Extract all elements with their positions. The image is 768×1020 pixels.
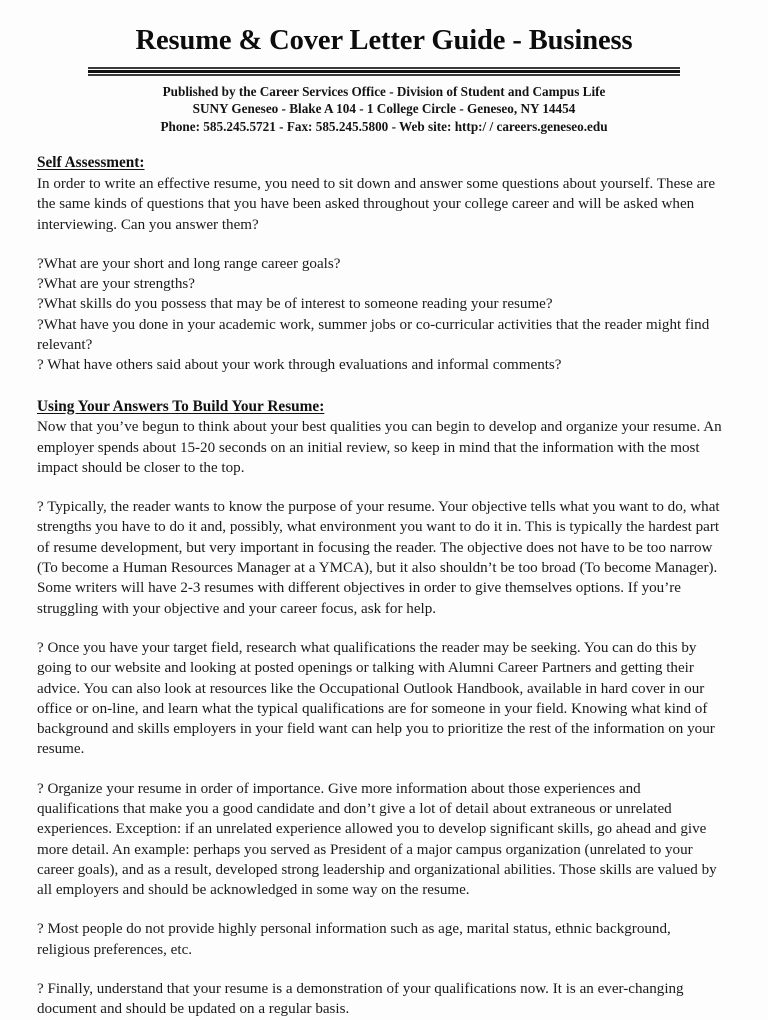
body-paragraph: ? Typically, the reader wants to know the purpose of your resume. Your objective tells what you want to do, what strengths you have to do it and, possibly, what environment you want to do it in. This is typically the hardest part of resume development, but very important in focusing the reader. The objective does not have to be too narrow (To become a Human Resources Manager at a YMCA), but it also shouldn’t be too broad (To become Manager). Some writers will have 2-3 resumes with different objectives in order to give themselves options. If you’re struggling with your objective and your career focus, ask for help. <box>37 499 720 617</box>
spacer-para-4 <box>37 900 725 919</box>
list-item: ?What skills do you possess that may be of interest to someone reading your resume? <box>37 296 553 313</box>
page-title: Resume & Cover Letter Guide - Business <box>135 25 633 56</box>
publisher-line-address: SUNY Geneseo - Blake A 104 - 1 College Circle - Geneseo, NY 14454 <box>192 101 576 117</box>
document-body <box>0 153 768 1019</box>
body-paragraph: ? Finally, understand that your resume is a demonstration of your qualifications now. It is an ever-changing document and should be updated on a regular basis. <box>37 981 684 1018</box>
section-self-assessment <box>37 153 725 375</box>
list-item: ? What have others said about your work through evaluations and informal comments? <box>37 357 562 374</box>
body-paragraph: ? Once you have your target field, research what qualifications the reader may be seeking. You can do this by going to our website and looking at posted openings or talking with Alumni Career Partners and getting their advice. You can also look at resources like the Occupational Outlook Handbook, available in hard cover in our office or on-line, and learn what the typical qualifications are for someone in your field. Knowing what kind of background and skills employers in your field want can help you to prioritize the rest of the information on your resume. <box>37 639 715 758</box>
spacer-before-questions <box>37 235 725 254</box>
section-intro-build-your-resume: Now that you’ve begun to think about your best qualities you can begin to develop and organize your resume. An employer spends about 15-20 seconds on an initial review, so keep in mind that the information with the most impact should be closer to the top. <box>37 419 722 476</box>
body-paragraph: ? Most people do not provide highly personal information such as age, marital status, ethnic background, religious preferences, etc. <box>37 921 671 958</box>
list-item: ?What have you done in your academic work, summer jobs or co-curricular activities that the reader might find relevant? <box>37 316 710 354</box>
publisher-block <box>0 83 768 136</box>
masthead <box>0 0 768 135</box>
section-intro-self-assessment: In order to write an effective resume, you need to sit down and answer some questions about yourself. These are the same kinds of questions that you have been asked throughout your college career and will be asked when interviewing. Can you answer them? <box>37 175 716 233</box>
self-assessment-question-list <box>37 254 725 376</box>
publisher-line-office: Published by the Career Services Office - Division of Student and Campus Life <box>162 83 606 99</box>
section-build-your-resume <box>37 397 725 1020</box>
list-item: ?What are your short and long range career goals? <box>37 255 341 272</box>
spacer-para-5 <box>37 960 725 979</box>
spacer-para-3 <box>37 760 725 779</box>
section-heading-self-assessment: Self Assessment: <box>37 154 145 172</box>
spacer-para-2 <box>37 619 725 638</box>
spacer-para-1 <box>37 478 725 497</box>
section-heading-build-your-resume: Using Your Answers To Build Your Resume: <box>37 397 325 415</box>
masthead-divider <box>88 67 680 76</box>
spacer-between-sections <box>37 376 725 397</box>
publisher-line-contact: Phone: 585.245.5721 - Fax: 585.245.5800 - Web site: http:/ / careers.geneseo.edu <box>160 118 608 134</box>
body-paragraph: ? Organize your resume in order of importance. Give more information about those experiences and qualifications that make you a good candidate and don’t give a lot of detail about extraneous or unrelated experiences. Exception: if an unrelated experience allowed you to develop significant skills, go ahead and give more detail. An example: perhaps you served as President of a major campus organization (unrelated to your career goals), and as a result, developed strong leadership and organizational abilities. Those skills are valued by all employers and should be acknowledged in some way on the resume. <box>37 780 717 899</box>
list-item: ?What are your strengths? <box>37 276 195 293</box>
divider-line-bottom <box>88 74 680 76</box>
